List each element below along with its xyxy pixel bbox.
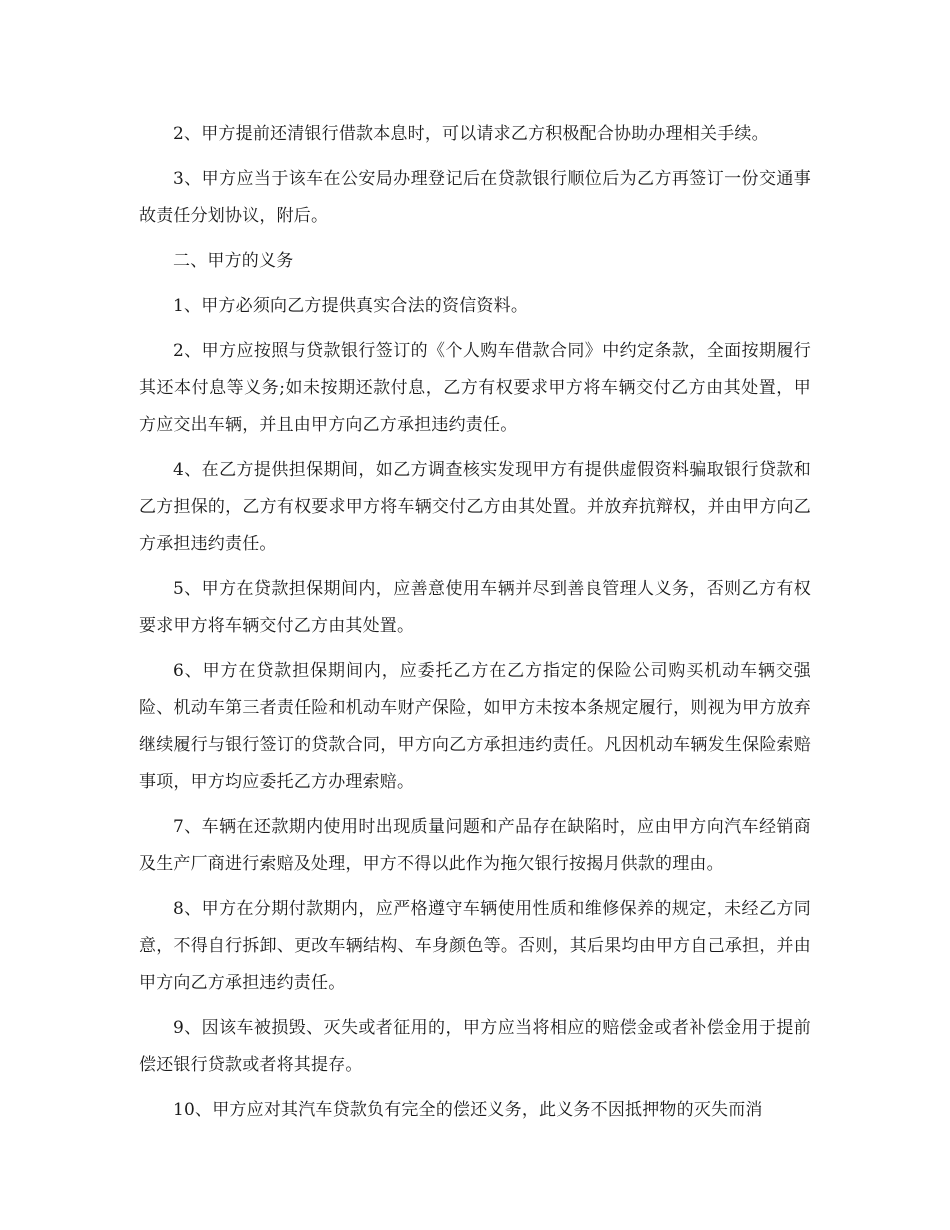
section-heading-party-a-obligations: 二、甲方的义务 bbox=[173, 251, 294, 271]
paragraph-obligation-6: 6、甲方在贷款担保期间内，应委托乙方在乙方指定的保险公司购买机动车辆交强险、机动车第三者责任险和机动车财产保险，如甲方未按本条规定履行，则视为甲方放弃继续履行与银行签订的贷款合同，甲方向乙方承担违约责任。凡因机动车辆发生保险索赔事项，甲方均应委托乙方办理索赔。 bbox=[139, 661, 811, 792]
paragraph-obligation-4: 4、在乙方提供担保期间，如乙方调查核实发现甲方有提供虚假资料骗取银行贷款和乙方担保的，乙方有权要求甲方将车辆交付乙方由其处置。并放弃抗辩权，并由甲方向乙方承担违约责任。 bbox=[139, 460, 811, 554]
paragraph-prepayment: 2、甲方提前还清银行借款本息时，可以请求乙方积极配合协助办理相关手续。 bbox=[173, 124, 769, 144]
paragraph-obligation-7: 7、车辆在还款期内使用时出现质量问题和产品存在缺陷时，应由甲方向汽车经销商及生产厂商进行索赔及处理，甲方不得以此作为拖欠银行按揭月供款的理由。 bbox=[139, 817, 811, 874]
paragraph-accident-agreement: 3、甲方应当于该车在公安局办理登记后在贷款银行顺位后为乙方再签订一份交通事故责任分划协议，附后。 bbox=[139, 169, 811, 226]
paragraph-obligation-8: 8、甲方在分期付款期内，应严格遵守车辆使用性质和维修保养的规定，未经乙方同意，不得自行拆卸、更改车辆结构、车身颜色等。否则，其后果均由甲方自己承担，并由甲方向乙方承担违约责任。 bbox=[139, 899, 811, 993]
paragraph-obligation-1: 1、甲方必须向乙方提供真实合法的资信资料。 bbox=[173, 296, 529, 316]
paragraph-obligation-9: 9、因该车被损毁、灭失或者征用的，甲方应当将相应的赔偿金或者补偿金用于提前偿还银行贷款或者将其提存。 bbox=[139, 1018, 811, 1075]
paragraph-obligation-2: 2、甲方应按照与贷款银行签订的《个人购车借款合同》中约定条款，全面按期履行其还本付息等义务;如未按期还款付息，乙方有权要求甲方将车辆交付乙方由其处置，甲方应交出车辆，并且由甲方向乙方承担违约责任。 bbox=[139, 341, 811, 435]
document-body bbox=[139, 116, 811, 1137]
paragraph-obligation-10: 10、甲方应对其汽车贷款负有完全的偿还义务，此义务不因抵押物的灭失而消 bbox=[173, 1100, 763, 1120]
paragraph-obligation-5: 5、甲方在贷款担保期间内，应善意使用车辆并尽到善良管理人义务，否则乙方有权要求甲方将车辆交付乙方由其处置。 bbox=[139, 579, 811, 636]
